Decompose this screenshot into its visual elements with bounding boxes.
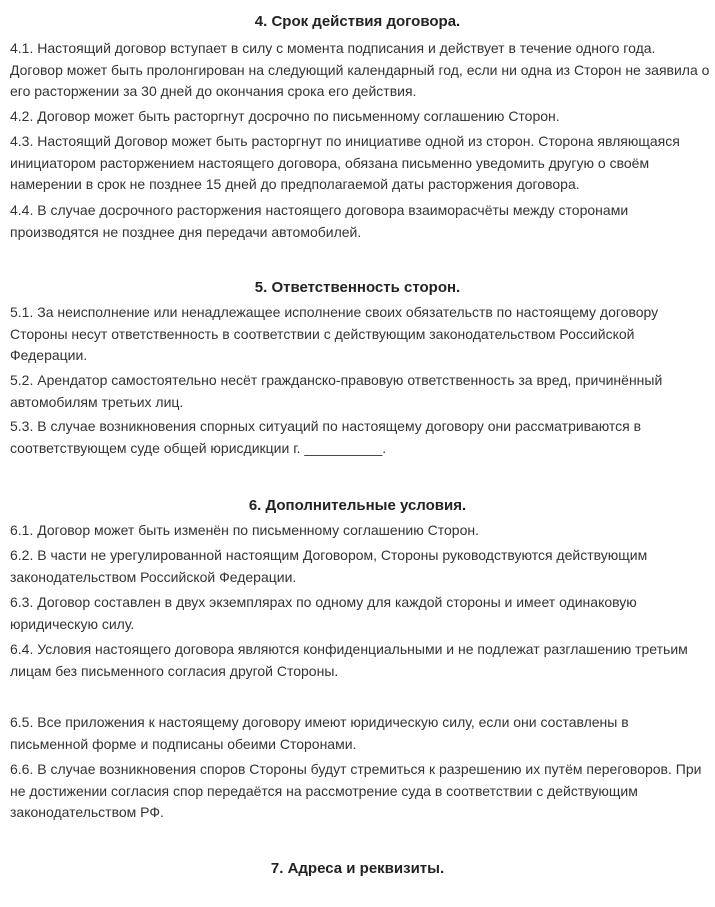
paragraph-4-2: 4.2. Договор может быть расторгнут досрочно по письменному соглашению Сторон. [10, 108, 560, 124]
paragraph-4-3: 4.3. Настоящий Договор может быть расторгнут по инициативе одной из сторон. Сторона являющаяся инициатором расторжением настоящего договора, обязана письменно уведомить другую о своём намерении в срок не позднее 15 дней до предполагаемой даты расторжения договора. [10, 133, 680, 192]
paragraph-6-4: 6.4. Условия настоящего договора являются конфиденциальными и не подлежат разглашению третьим лицам без письменного согласия другой Стороны. [10, 641, 688, 679]
paragraph-5-3: 5.3. В случае возникновения спорных ситуаций по настоящему договору они рассматриваются в соответствующем суде общей юрисдикции г. __________. [10, 418, 642, 456]
section-6-title: 6. Дополнительные условия. [248, 497, 467, 514]
section-7-title: 7. Адреса и реквизиты. [270, 860, 445, 877]
paragraph-5-2: 5.2. Арендатор самостоятельно несёт гражданско-правовую ответственность за вред, причинённый автомобилям третьих лиц. [10, 372, 663, 410]
paragraph-5-1: 5.1. За неисполнение или ненадлежащее исполнение своих обязательств по настоящему договору Стороны несут ответственность в соответствии с действующим законодательством Российской Федерации. [10, 304, 659, 363]
paragraph-6-1: 6.1. Договор может быть изменён по письменному соглашению Сторон. [10, 522, 479, 538]
section-5-title: 5. Ответственность сторон. [254, 279, 461, 296]
paragraph-6-3: 6.3. Договор составлен в двух экземплярах по одному для каждой стороны и имеет одинаковую юридическую силу. [10, 594, 637, 632]
section-4-title: 4. Срок действия договора. [254, 13, 461, 30]
paragraph-6-5: 6.5. Все приложения к настоящему договору имеют юридическую силу, если они составлены в письменной форме и подписаны обеими Сторонами. [10, 714, 629, 752]
paragraph-6-2: 6.2. В части не урегулированной настоящим Договором, Стороны руководствуются действующим законодательством Российской Федерации. [10, 547, 648, 585]
paragraph-4-1: 4.1. Настоящий договор вступает в силу с момента подписания и действует в течение одного года. Договор может быть пролонгирован на следующий календарный год, если ни одна из Сторон не заявила о его расторжении за 30 дней до окончания срока его действия. [10, 40, 710, 99]
paragraph-4-4: 4.4. В случае досрочного расторжения настоящего договора взаиморасчёты между сторонами производятся не позднее дня передачи автомобилей. [10, 202, 629, 240]
paragraph-6-6: 6.6. В случае возникновения споров Стороны будут стремиться к разрешению их путём переговоров. При не достижении согласия спор передаётся на рассмотрение суда в соответствии с действующим законодательством РФ. [10, 761, 702, 820]
